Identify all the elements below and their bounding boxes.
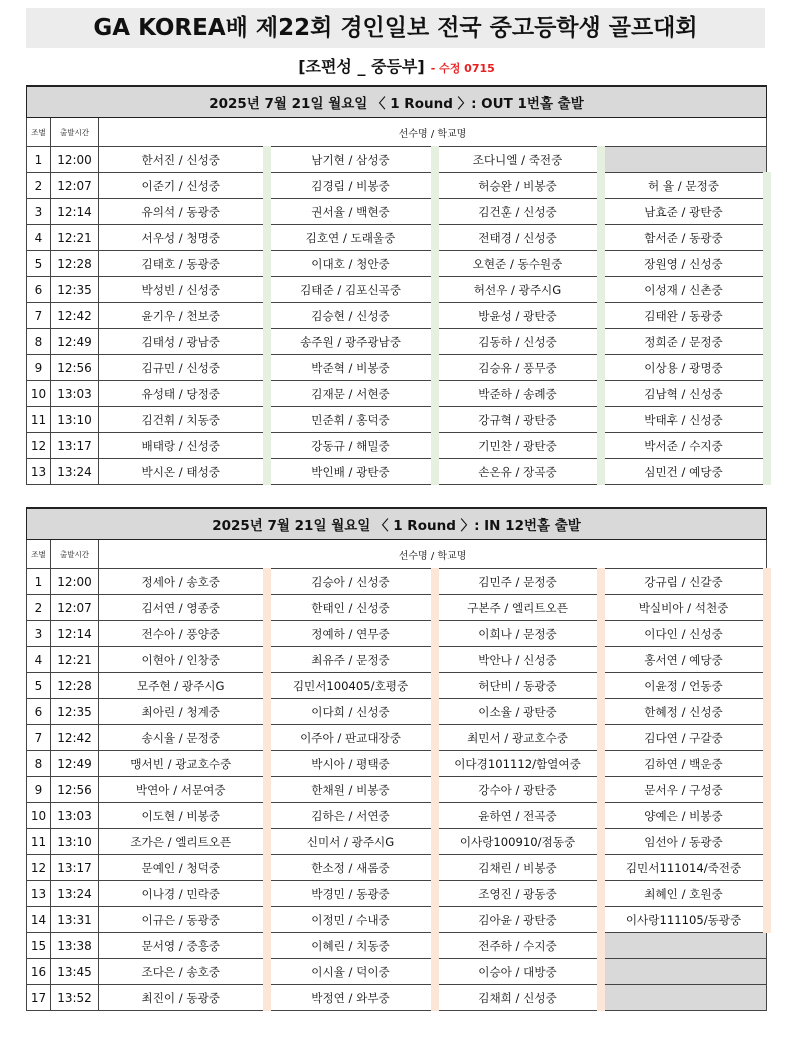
player-cell: 박준하 / 송례중: [435, 381, 601, 407]
player-cell: 박성빈 / 신성중: [99, 277, 267, 303]
player-cell: 함서준 / 동광중: [601, 225, 767, 251]
column-time: 출발시간: [51, 540, 99, 569]
tee-time: 13:38: [51, 933, 99, 959]
player-cell: 이시율 / 덕이중: [267, 959, 435, 985]
player-cell: 박정연 / 와부중: [267, 985, 435, 1011]
player-cell: 최아린 / 청계중: [99, 699, 267, 725]
player-cell: 김태완 / 동광중: [601, 303, 767, 329]
player-cell: 전수아 / 풍양중: [99, 621, 267, 647]
tee-time: 13:31: [51, 907, 99, 933]
column-time: 출발시간: [51, 118, 99, 147]
table-row: [27, 569, 767, 595]
player-cell: 박시온 / 태성중: [99, 459, 267, 485]
out-course-table: [26, 85, 771, 485]
player-cell: 박실비아 / 석천중: [601, 595, 767, 621]
column-header-row: [27, 118, 767, 147]
player-cell: 허 율 / 문정중: [601, 173, 767, 199]
group-number: 12: [27, 433, 51, 459]
division-label: [조편성 _ 중등부]: [298, 57, 425, 76]
group-number: 9: [27, 777, 51, 803]
tee-time: 12:00: [51, 147, 99, 173]
subtitle-line: [0, 55, 793, 81]
table-row: [27, 647, 767, 673]
player-cell: 김하연 / 백운중: [601, 751, 767, 777]
tee-time: 12:28: [51, 673, 99, 699]
player-cell: 유의석 / 동광중: [99, 199, 267, 225]
group-number: 6: [27, 277, 51, 303]
tee-time: 12:14: [51, 621, 99, 647]
table-row: [27, 381, 767, 407]
table-row: [27, 751, 767, 777]
player-cell: 서우성 / 청명중: [99, 225, 267, 251]
player-cell: 이도현 / 비봉중: [99, 803, 267, 829]
table-row: [27, 459, 767, 485]
group-number: 12: [27, 855, 51, 881]
player-cell: 이사랑100910/점동중: [435, 829, 601, 855]
table-row: [27, 881, 767, 907]
in-course-table: [26, 507, 771, 1011]
player-cell: 남기현 / 삼성중: [267, 147, 435, 173]
player-cell: 이사랑111105/동광중: [601, 907, 767, 933]
player-cell: 이현아 / 인창중: [99, 647, 267, 673]
tee-time: 12:07: [51, 595, 99, 621]
player-cell: 김승아 / 신성중: [267, 569, 435, 595]
player-cell: 박인배 / 광탄중: [267, 459, 435, 485]
player-cell: 김태호 / 동광중: [99, 251, 267, 277]
group-number: 15: [27, 933, 51, 959]
round-header: 2025년 7월 21일 월요일 〈 1 Round 〉: OUT 1번홀 출발: [27, 86, 767, 118]
player-cell: 남효준 / 광탄중: [601, 199, 767, 225]
player-cell: 구본주 / 엘리트오픈: [435, 595, 601, 621]
player-cell: 송주원 / 광주광남중: [267, 329, 435, 355]
player-cell: 김아윤 / 광탄중: [435, 907, 601, 933]
table-row: [27, 959, 767, 985]
player-cell: 박시아 / 평택중: [267, 751, 435, 777]
table-row: [27, 829, 767, 855]
player-cell: 문서영 / 중흥중: [99, 933, 267, 959]
player-cell: 허선우 / 광주시G: [435, 277, 601, 303]
tee-time: 12:28: [51, 251, 99, 277]
table-row: [27, 199, 767, 225]
tee-time: 13:03: [51, 381, 99, 407]
player-cell: 김승현 / 신성중: [267, 303, 435, 329]
round-header-row: [27, 508, 767, 540]
player-cell: 허단비 / 동광중: [435, 673, 601, 699]
tee-time: 12:49: [51, 751, 99, 777]
player-cell: 조가은 / 엘리트오픈: [99, 829, 267, 855]
group-number: 13: [27, 459, 51, 485]
table-row: [27, 699, 767, 725]
player-cell: 김서연 / 영종중: [99, 595, 267, 621]
player-cell: 윤기우 / 천보중: [99, 303, 267, 329]
empty-slot: [601, 933, 767, 959]
player-cell: 손온유 / 장곡중: [435, 459, 601, 485]
tee-time: 13:03: [51, 803, 99, 829]
group-number: 7: [27, 303, 51, 329]
group-number: 4: [27, 225, 51, 251]
player-cell: 최혜인 / 호원중: [601, 881, 767, 907]
group-number: 6: [27, 699, 51, 725]
table-row: [27, 407, 767, 433]
tee-time: 12:00: [51, 569, 99, 595]
player-cell: 강수아 / 광탄중: [435, 777, 601, 803]
player-cell: 강규림 / 신갈중: [601, 569, 767, 595]
player-cell: 이윤정 / 언동중: [601, 673, 767, 699]
tee-time: 13:52: [51, 985, 99, 1011]
tee-time: 13:24: [51, 459, 99, 485]
tee-time: 12:35: [51, 277, 99, 303]
empty-slot: [601, 959, 767, 985]
player-cell: 김건휘 / 치동중: [99, 407, 267, 433]
round-header-row: [27, 86, 767, 118]
table-row: [27, 803, 767, 829]
player-cell: 조다은 / 송호중: [99, 959, 267, 985]
player-cell: 이정민 / 수내중: [267, 907, 435, 933]
player-cell: 김채희 / 신성중: [435, 985, 601, 1011]
table-row: [27, 225, 767, 251]
group-number: 16: [27, 959, 51, 985]
tee-time: 12:14: [51, 199, 99, 225]
player-cell: 방윤성 / 광탄중: [435, 303, 601, 329]
player-cell: 김태준 / 김포신곡중: [267, 277, 435, 303]
player-cell: 한소정 / 새롬중: [267, 855, 435, 881]
group-number: 10: [27, 381, 51, 407]
player-cell: 기민찬 / 광탄중: [435, 433, 601, 459]
group-number: 5: [27, 251, 51, 277]
player-cell: 전주하 / 수지중: [435, 933, 601, 959]
group-number: 8: [27, 751, 51, 777]
player-cell: 이혜린 / 치동중: [267, 933, 435, 959]
player-cell: 이다희 / 신성중: [267, 699, 435, 725]
empty-slot: [601, 985, 767, 1011]
player-cell: 정희준 / 문정중: [601, 329, 767, 355]
player-cell: 이준기 / 신성중: [99, 173, 267, 199]
column-header-row: [27, 540, 767, 569]
player-cell: 김민주 / 문정중: [435, 569, 601, 595]
player-cell: 박준혁 / 비봉중: [267, 355, 435, 381]
column-players: 선수명 / 학교명: [99, 118, 767, 147]
player-cell: 김경림 / 비봉중: [267, 173, 435, 199]
player-cell: 이다인 / 신성중: [601, 621, 767, 647]
tee-time: 13:10: [51, 407, 99, 433]
player-cell: 신미서 / 광주시G: [267, 829, 435, 855]
tee-time: 13:24: [51, 881, 99, 907]
player-cell: 김다연 / 구갈중: [601, 725, 767, 751]
player-cell: 정세아 / 송호중: [99, 569, 267, 595]
player-cell: 박서준 / 수지중: [601, 433, 767, 459]
table-row: [27, 595, 767, 621]
table-row: [27, 907, 767, 933]
player-cell: 한서진 / 신성중: [99, 147, 267, 173]
player-cell: 문예인 / 청덕중: [99, 855, 267, 881]
group-number: 3: [27, 621, 51, 647]
player-cell: 전태경 / 신성중: [435, 225, 601, 251]
player-cell: 유성태 / 당정중: [99, 381, 267, 407]
player-cell: 최진이 / 동광중: [99, 985, 267, 1011]
player-cell: 최유주 / 문정중: [267, 647, 435, 673]
group-number: 5: [27, 673, 51, 699]
tee-time: 13:45: [51, 959, 99, 985]
tee-time: 12:42: [51, 725, 99, 751]
table-row: [27, 933, 767, 959]
table-row: [27, 329, 767, 355]
page-title: GA KOREA배 제22회 경인일보 전국 중고등학생 골프대회: [26, 8, 765, 48]
tee-time: 12:42: [51, 303, 99, 329]
group-number: 14: [27, 907, 51, 933]
player-cell: 김동하 / 신성중: [435, 329, 601, 355]
tee-time: 12:56: [51, 777, 99, 803]
tee-time: 13:17: [51, 855, 99, 881]
empty-slot: [601, 147, 767, 173]
table-row: [27, 433, 767, 459]
group-number: 17: [27, 985, 51, 1011]
group-number: 1: [27, 569, 51, 595]
player-cell: 박태후 / 신성중: [601, 407, 767, 433]
player-cell: 김민서100405/호평중: [267, 673, 435, 699]
group-number: 8: [27, 329, 51, 355]
player-cell: 박연아 / 서문여중: [99, 777, 267, 803]
player-cell: 이소율 / 광탄중: [435, 699, 601, 725]
player-cell: 한혜정 / 신성중: [601, 699, 767, 725]
player-cell: 이주아 / 판교대장중: [267, 725, 435, 751]
round-header: 2025년 7월 21일 월요일 〈 1 Round 〉: IN 12번홀 출발: [27, 508, 767, 540]
player-cell: 임선아 / 동광중: [601, 829, 767, 855]
table-row: [27, 251, 767, 277]
tee-time: 13:10: [51, 829, 99, 855]
player-cell: 심민건 / 예당중: [601, 459, 767, 485]
player-cell: 이다경101112/함열여중: [435, 751, 601, 777]
group-number: 4: [27, 647, 51, 673]
table-row: [27, 277, 767, 303]
player-cell: 한태인 / 신성중: [267, 595, 435, 621]
player-cell: 이희나 / 문정중: [435, 621, 601, 647]
group-number: 13: [27, 881, 51, 907]
column-players: 선수명 / 학교명: [99, 540, 767, 569]
player-cell: 한채원 / 비봉중: [267, 777, 435, 803]
player-cell: 송시율 / 문정중: [99, 725, 267, 751]
player-cell: 조다니엘 / 죽전중: [435, 147, 601, 173]
player-cell: 허승완 / 비봉중: [435, 173, 601, 199]
player-cell: 이승아 / 대방중: [435, 959, 601, 985]
player-cell: 김태성 / 광남중: [99, 329, 267, 355]
tee-time: 13:17: [51, 433, 99, 459]
player-cell: 김하은 / 서연중: [267, 803, 435, 829]
player-cell: 강규혁 / 광탄중: [435, 407, 601, 433]
player-cell: 김남혁 / 신성중: [601, 381, 767, 407]
player-cell: 김재문 / 서현중: [267, 381, 435, 407]
tee-time: 12:35: [51, 699, 99, 725]
player-cell: 박경민 / 동광중: [267, 881, 435, 907]
table-row: [27, 621, 767, 647]
player-cell: 김채린 / 비봉중: [435, 855, 601, 881]
player-cell: 윤하연 / 전곡중: [435, 803, 601, 829]
revision-note: - 수정 0715: [430, 62, 495, 75]
table-row: [27, 173, 767, 199]
player-cell: 김건훈 / 신성중: [435, 199, 601, 225]
player-cell: 최민서 / 광교호수중: [435, 725, 601, 751]
tee-time: 12:56: [51, 355, 99, 381]
player-cell: 이성재 / 신촌중: [601, 277, 767, 303]
player-cell: 이나경 / 민락중: [99, 881, 267, 907]
group-number: 9: [27, 355, 51, 381]
table-row: [27, 147, 767, 173]
table-row: [27, 355, 767, 381]
player-cell: 이대호 / 청안중: [267, 251, 435, 277]
player-cell: 김민서111014/죽전중: [601, 855, 767, 881]
tee-time: 12:21: [51, 225, 99, 251]
group-number: 11: [27, 829, 51, 855]
group-number: 3: [27, 199, 51, 225]
player-cell: 조영진 / 광동중: [435, 881, 601, 907]
tee-time: 12:49: [51, 329, 99, 355]
tee-time: 12:07: [51, 173, 99, 199]
player-cell: 민준휘 / 홍덕중: [267, 407, 435, 433]
player-cell: 모주현 / 광주시G: [99, 673, 267, 699]
column-group: 조별: [27, 118, 51, 147]
table-row: [27, 303, 767, 329]
player-cell: 양예은 / 비봉중: [601, 803, 767, 829]
player-cell: 박안나 / 신성중: [435, 647, 601, 673]
player-cell: 강동규 / 해밀중: [267, 433, 435, 459]
group-number: 7: [27, 725, 51, 751]
table-row: [27, 855, 767, 881]
table-row: [27, 985, 767, 1011]
player-cell: 맹서빈 / 광교호수중: [99, 751, 267, 777]
player-cell: 이상용 / 광명중: [601, 355, 767, 381]
column-group: 조별: [27, 540, 51, 569]
player-cell: 문서우 / 구성중: [601, 777, 767, 803]
player-cell: 이규은 / 동광중: [99, 907, 267, 933]
player-cell: 홍서연 / 예당중: [601, 647, 767, 673]
player-cell: 오현준 / 동수원중: [435, 251, 601, 277]
group-number: 10: [27, 803, 51, 829]
group-number: 2: [27, 173, 51, 199]
player-cell: 정예하 / 연무중: [267, 621, 435, 647]
player-cell: 김규민 / 신성중: [99, 355, 267, 381]
group-number: 11: [27, 407, 51, 433]
group-number: 1: [27, 147, 51, 173]
table-row: [27, 777, 767, 803]
player-cell: 장원영 / 신성중: [601, 251, 767, 277]
table-row: [27, 673, 767, 699]
player-cell: 김호연 / 도래울중: [267, 225, 435, 251]
tee-time: 12:21: [51, 647, 99, 673]
player-cell: 배태랑 / 신성중: [99, 433, 267, 459]
player-cell: 권서율 / 백현중: [267, 199, 435, 225]
table-row: [27, 725, 767, 751]
player-cell: 김승유 / 풍무중: [435, 355, 601, 381]
group-number: 2: [27, 595, 51, 621]
